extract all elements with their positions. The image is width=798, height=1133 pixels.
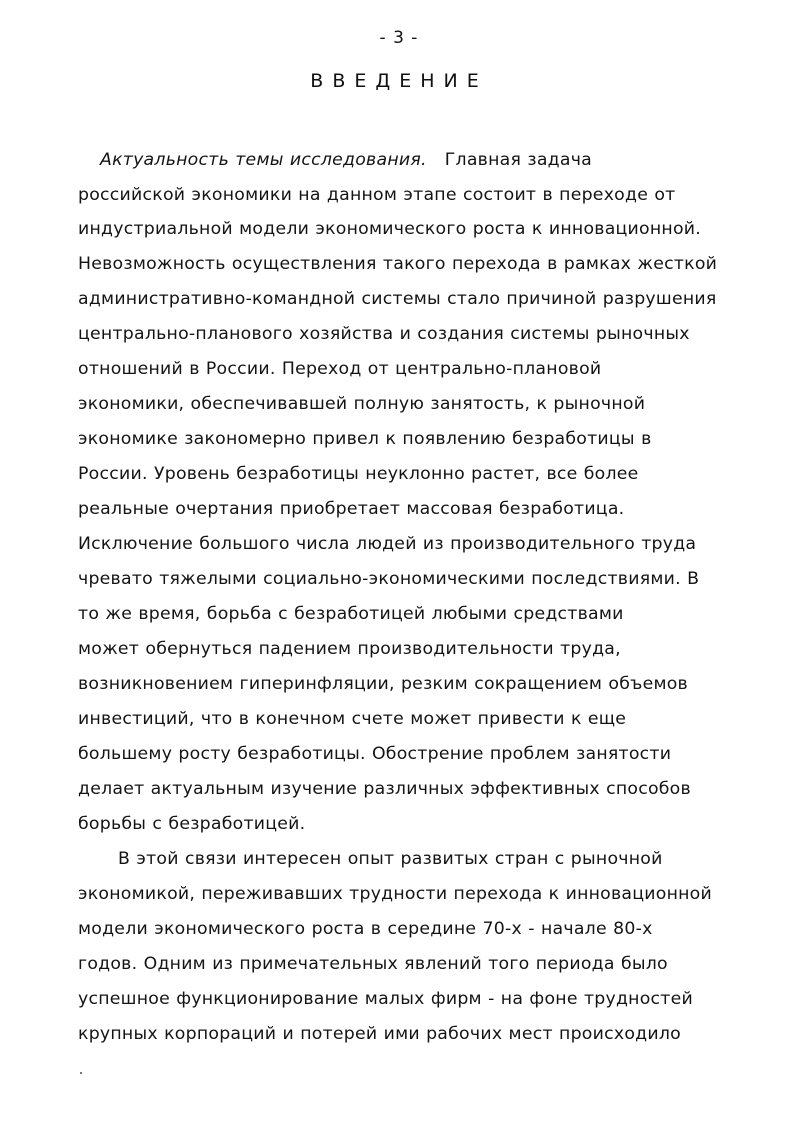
paragraph-1-line: делает актуальным изучение различных эффективных способов (78, 779, 691, 799)
paragraph-1-line: может обернуться падением производительности труда, (78, 639, 621, 659)
paragraph-1-line: возникновением гиперинфляции, резким сокращением объемов (78, 674, 688, 694)
paragraph-1-line: чревато тяжелыми социально-экономическими последствиями. В (78, 569, 700, 589)
paragraph-1-line-1 (100, 149, 592, 171)
paragraph-1-line: Невозможность осуществления такого перехода в рамках жесткой (78, 254, 718, 274)
paragraph-2-line: экономикой, переживавших трудности перехода к инновационной (78, 884, 712, 904)
paragraph-2-line: крупных корпораций и потерей ими рабочих мест происходило (78, 1024, 681, 1044)
paragraph-1-line: индустриальной модели экономического роста к инновационной. (78, 219, 701, 239)
page-number: - 3 - (379, 28, 419, 48)
page-title: ВВЕДЕНИЕ (310, 70, 488, 92)
paragraph-1-line: экономики, обеспечивавшей полную занятость, к рыночной (78, 394, 646, 414)
paragraph-1-line: то же время, борьба с безработицей любыми средствами (78, 604, 624, 624)
paragraph-1-line: России. Уровень безработицы неуклонно растет, все более (78, 464, 639, 484)
paragraph-1-line: отношений в России. Переход от центрально-плановой (78, 359, 602, 379)
scan-speck (80, 1072, 82, 1074)
paragraph-1-line: борьбы с безработицей. (78, 814, 306, 834)
paragraph-1-line: центрально-планового хозяйства и создания системы рыночных (78, 324, 690, 344)
paragraph-1-line: экономике закономерно привел к появлению безработицы в (78, 429, 652, 449)
paragraph-2-line: успешное функционирование малых фирм - на фоне трудностей (78, 989, 693, 1009)
paragraph-1-line: Исключение большого числа людей из производительного труда (78, 534, 697, 554)
paragraph-1-line: инвестиций, что в конечном счете может привести к еще (78, 709, 627, 729)
paragraph-1-line: большему росту безработицы. Обострение проблем занятости (78, 744, 672, 764)
paragraph-1-line-1-text: Главная задача (444, 150, 593, 170)
paragraph-2-line: модели экономического роста в середине 70-х - начале 80-х (78, 919, 653, 939)
section-heading-inline: Актуальность темы исследования. (100, 150, 427, 170)
paragraph-1-line: реальные очертания приобретает массовая безработица. (78, 499, 625, 519)
paragraph-1-line: административно-командной системы стало причиной разрушения (78, 289, 717, 309)
paragraph-2-line: годов. Одним из примечательных явлений того периода было (78, 954, 668, 974)
paragraph-2-line-1: В этой связи интересен опыт развитых стран с рыночной (118, 849, 663, 869)
paragraph-1-line: российской экономики на данном этапе состоит в переходе от (78, 185, 676, 205)
